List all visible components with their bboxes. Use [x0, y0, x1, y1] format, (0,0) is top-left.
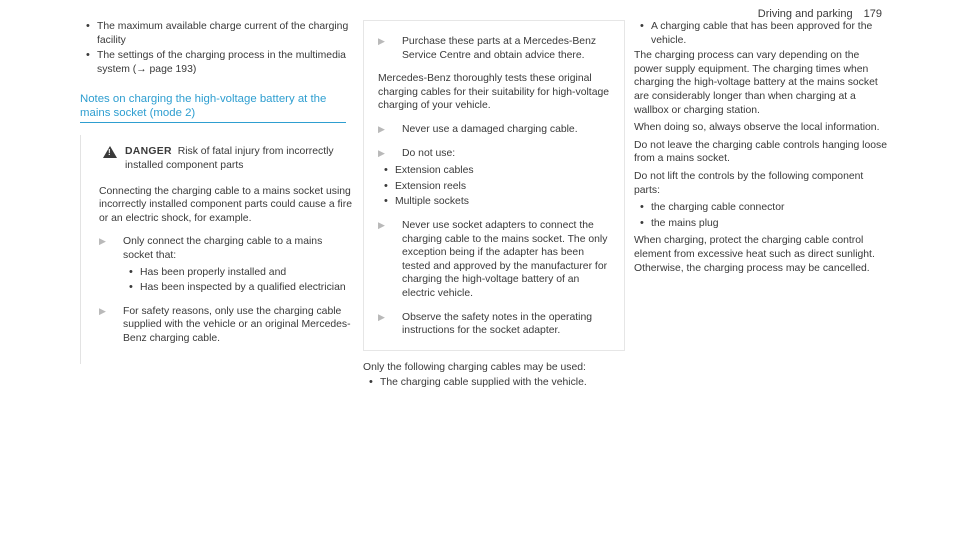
instruction-step: ▶ Never use a damaged charging cable. [378, 123, 578, 135]
instruction-step: ▶ Only connect the charging cable to a mains socket that: • Has been properly installed and • Has been inspected by a qualified electrician [99, 235, 352, 294]
bullet-icon: • [640, 20, 644, 32]
paragraph: The charging process can vary depending on the power supply equipment. The charging times when charging the high-voltage battery at the mains socket are considerably longer than when charging at a wallbox or charging station. [634, 50, 878, 116]
step-arrow-icon: ▶ [378, 311, 385, 322]
bullet-icon: • [86, 20, 90, 32]
list-item: • The settings of the charging process in the multimedia system (→ page 193) [86, 49, 346, 75]
list-item: • the mains plug [640, 216, 719, 229]
paragraph: Only the following charging cables may be used: [363, 361, 586, 373]
bullet-icon: • [384, 195, 388, 208]
list-item: • Has been properly installed and [129, 265, 287, 278]
section-title: Notes on charging the high-voltage battery at the mains socket (mode 2) [80, 92, 346, 123]
instruction-step: ▶ Purchase these parts at a Mercedes-Benz Service Centre and obtain advice there. [378, 36, 597, 61]
instruction-step: ▶ Do not use: [378, 147, 456, 159]
danger-label: DANGER [125, 146, 172, 158]
list-item: • A charging cable that has been approved for the vehicle. [640, 20, 873, 46]
bullet-icon: • [369, 376, 373, 389]
list-item: • Extension cables [384, 164, 474, 177]
page-number: 179 [863, 8, 882, 20]
section-name: Driving and parking [757, 8, 853, 20]
step-arrow-icon: ▶ [378, 147, 385, 158]
step-arrow-icon: ▶ [99, 305, 106, 316]
danger-text: Connecting the charging cable to a mains socket using incorrectly installed component parts could cause a fire or an electric shock, for example. [99, 185, 352, 224]
bullet-icon: • [129, 281, 133, 294]
continued-box [363, 20, 625, 351]
danger-heading [99, 145, 352, 172]
step-arrow-icon: ▶ [378, 219, 385, 230]
warning-triangle-icon: ! [103, 146, 117, 158]
bullet-icon: • [384, 179, 388, 192]
danger-heading-text: Risk of fatal injury from incorrectly installed component parts [125, 146, 334, 171]
list-item: • The maximum available charge current of the charging facility [86, 20, 349, 46]
column-3 [626, 20, 888, 279]
list-item: • the charging cable connector [640, 201, 785, 214]
column-1 [80, 20, 352, 364]
bullet-icon: • [86, 49, 90, 62]
paragraph: When doing so, always observe the local information. [634, 122, 880, 134]
step-arrow-icon: ▶ [378, 123, 385, 134]
paragraph: Do not lift the controls by the following component parts: [634, 170, 864, 196]
bullet-icon: • [640, 201, 644, 214]
column-2 [363, 20, 625, 392]
instruction-step: ▶ Observe the safety notes in the operating instructions for the socket adapter. [378, 311, 593, 337]
bullet-icon: • [640, 216, 644, 229]
bullet-icon: • [129, 265, 133, 278]
instruction-step: ▶ Never use socket adapters to connect the charging cable to the mains socket. The only exception being if the adapter has been tested and approved by the manufacturer for charging the high-voltage battery of an electric vehicle. [378, 219, 608, 299]
bullet-icon: • [384, 164, 388, 177]
list-item: • Extension reels [384, 179, 467, 192]
danger-box [80, 135, 352, 363]
paragraph: When charging, protect the charging cable control element from excessive heat such as direct sunlight. Otherwise, the charging process may be cancelled. [634, 235, 875, 274]
step-arrow-icon: ▶ [378, 36, 385, 46]
step-arrow-icon: ▶ [99, 236, 106, 247]
instruction-step: ▶ For safety reasons, only use the charging cable supplied with the vehicle or an original Mercedes-Benz charging cable. [99, 305, 351, 344]
list-item: • The charging cable supplied with the vehicle. [369, 376, 587, 389]
paragraph: Mercedes-Benz thoroughly tests these original charging cables for their suitability for high-voltage charging of your vehicle. [378, 73, 610, 112]
paragraph: Do not leave the charging cable controls hanging loose from a mains socket. [634, 139, 888, 165]
list-item: • Multiple sockets [384, 195, 469, 208]
list-item: • Has been inspected by a qualified electrician [129, 281, 346, 294]
